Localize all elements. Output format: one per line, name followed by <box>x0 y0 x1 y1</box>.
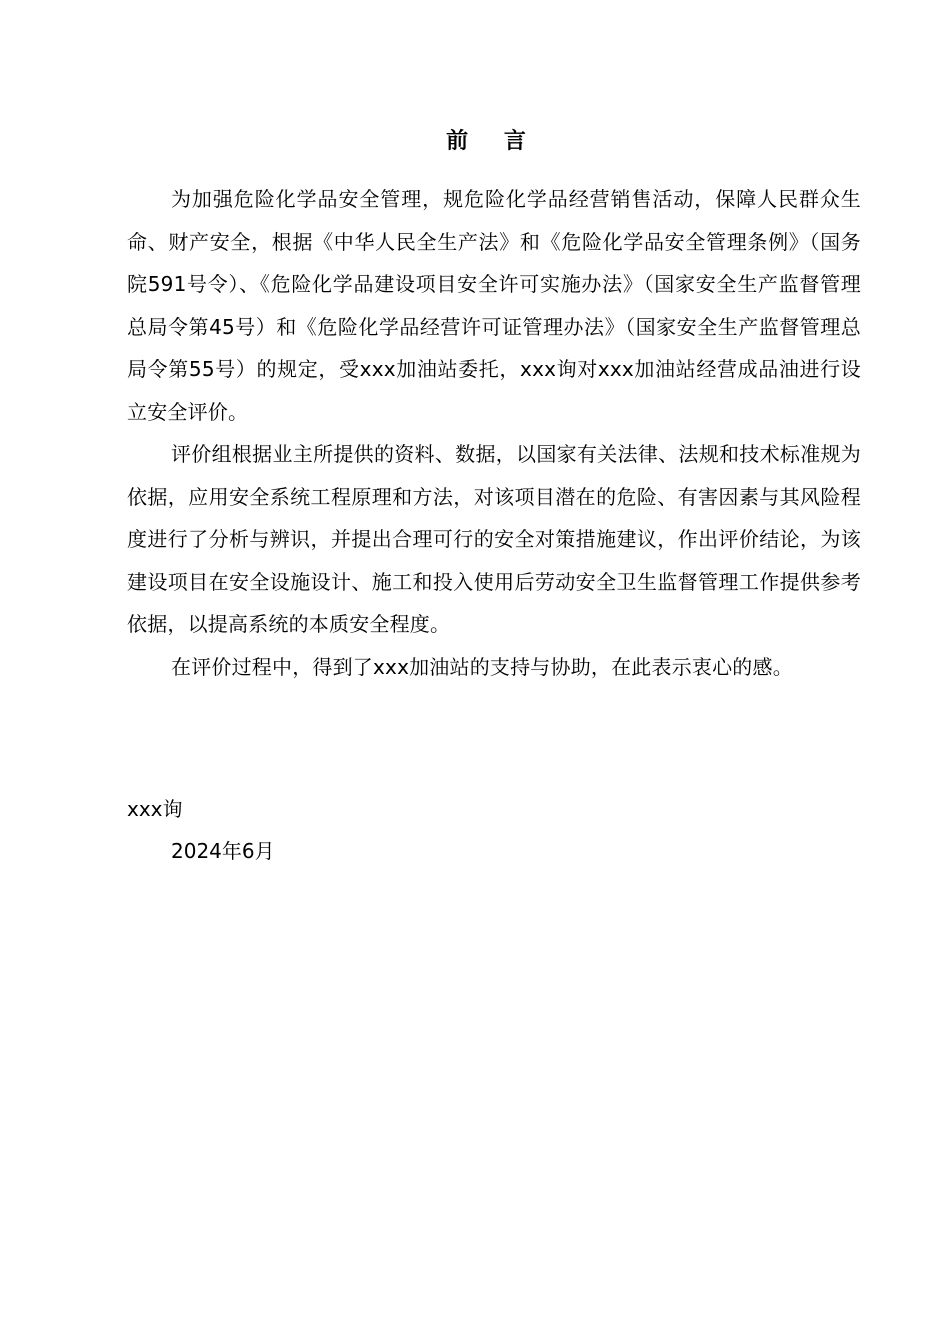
signature-date: 2024年6月 <box>171 839 275 863</box>
page-title: 前 言 <box>446 129 540 154</box>
signature-organization: xxx询 <box>127 797 183 821</box>
paragraph-1: 为加强危险化学品安全管理，规危险化学品经营销售活动，保障人民群众生命、财产安全，根据《中华人民全生产法》和《危险化学品安全管理条例》（国务院591号令）、《危险化学品建设项目安全许可实施办法》（国家安全生产监督管理总局令第45号）和《危险化学品经营许可证管理办法》（国家安全生产监督管理总局令第55号）的规定，受xxx加油站委托，xxx询对xxx加油站经营成品油进行设立安全评价。 <box>127 187 861 424</box>
paragraph-2: 评价组根据业主所提供的资料、数据，以国家有关法律、法规和技术标准规为依据，应用安全系统工程原理和方法，对该项目潜在的危险、有害因素与其风险程度进行了分析与辨识，并提出合理可行的安全对策措施建议，作出评价结论，为该建设项目在安全设施设计、施工和投入使用后劳动安全卫生监督管理工作提供参考依据，以提高系统的本质安全程度。 <box>127 442 861 636</box>
signature-block <box>127 788 727 872</box>
document-body <box>127 178 861 688</box>
paragraph-3: 在评价过程中，得到了xxx加油站的支持与协助，在此表示衷心的感。 <box>171 654 793 679</box>
